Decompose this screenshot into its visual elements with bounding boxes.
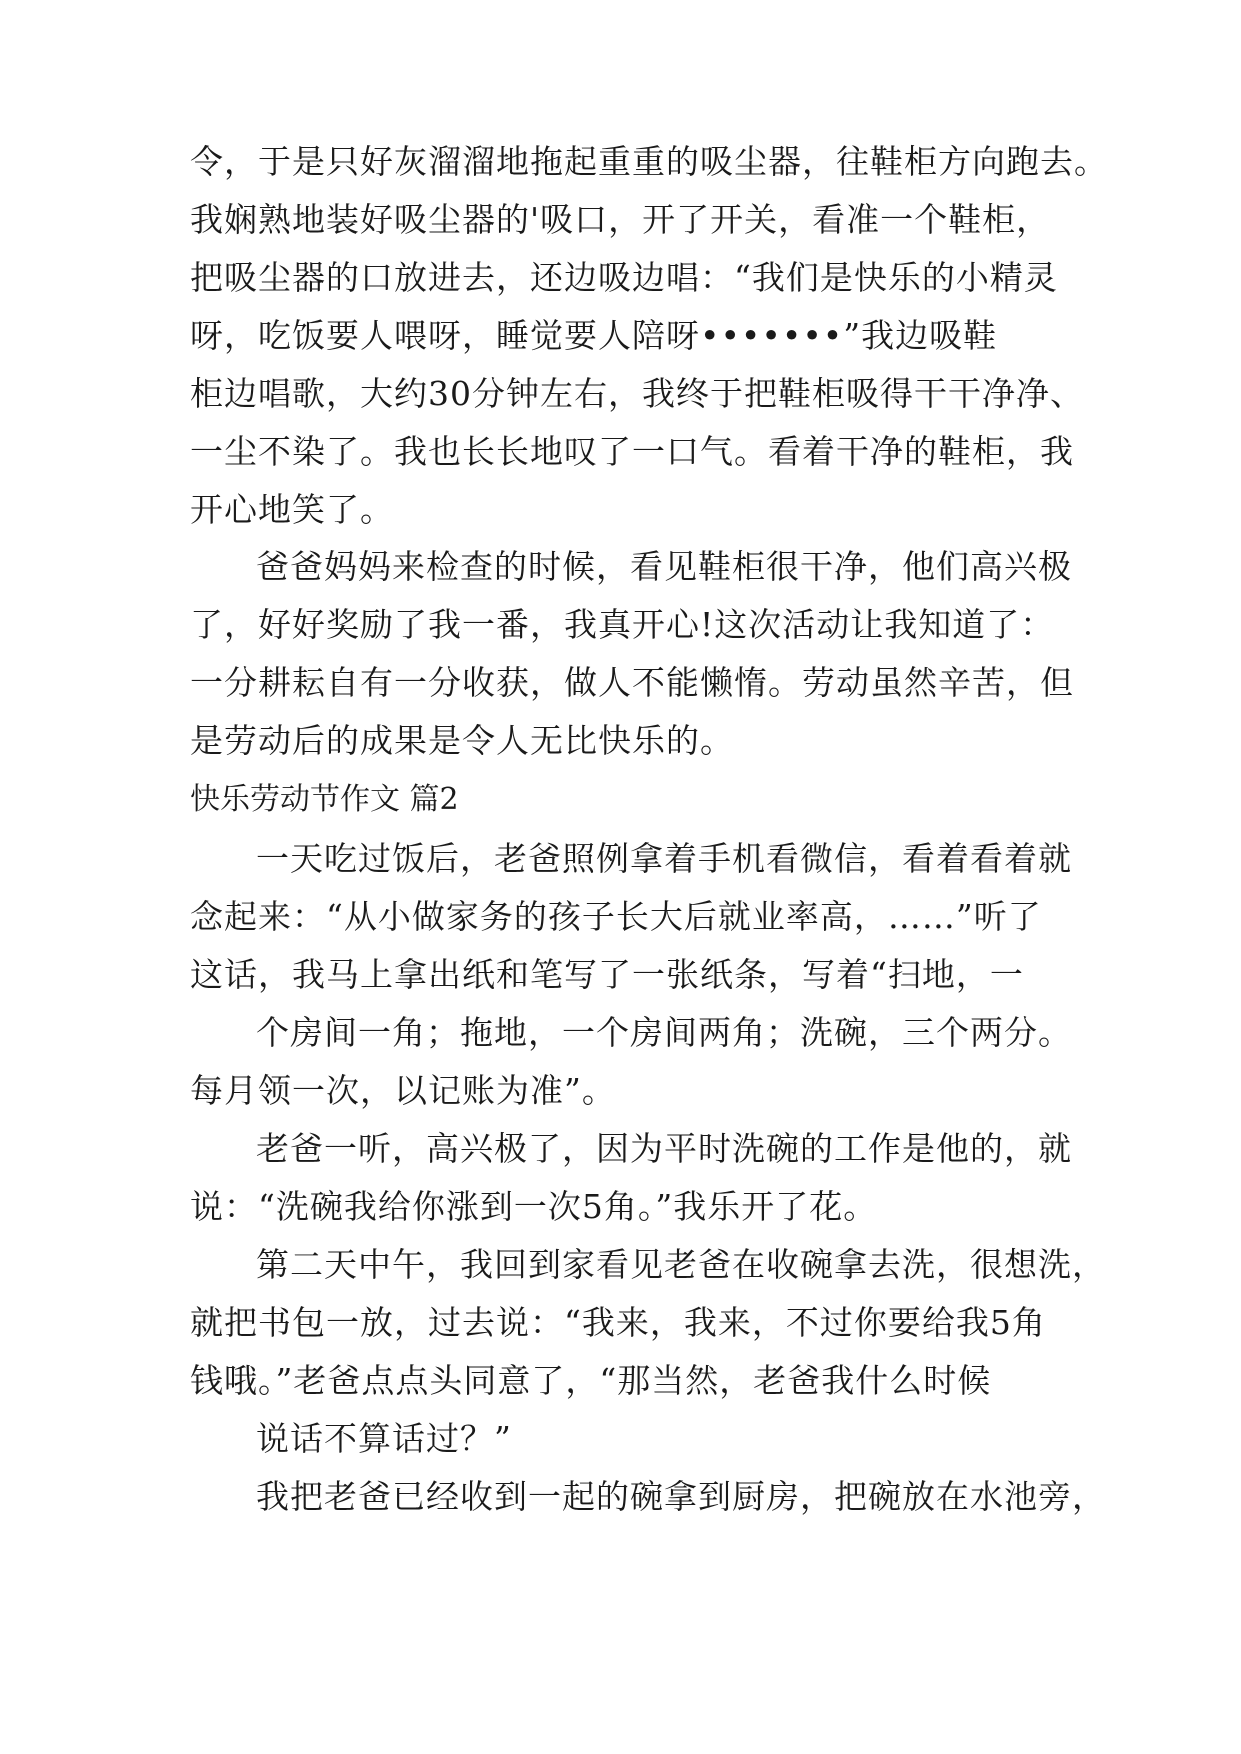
text-line: 我把老爸已经收到一起的碗拿到厨房，把碗放在水池旁，: [256, 1477, 1106, 1516]
text-line: 第二天中午，我回到家看见老爸在收碗拿去洗，很想洗，: [256, 1245, 1106, 1284]
text-line: 一天吃过饭后，老爸照例拿着手机看微信，看着看着就: [256, 839, 1072, 878]
text-line: 个房间一角；拖地，一个房间两角；洗碗，三个两分。: [256, 1013, 1072, 1052]
text-line: 我娴熟地装好吸尘器的'吸口，开了开关，看准一个鞋柜，: [190, 200, 1051, 239]
text-line: 每月领一次，以记账为准”。: [190, 1071, 616, 1110]
text-line: 说：“洗碗我给你涨到一次5角。”我乐开了花。: [190, 1187, 878, 1226]
text-line: 念起来：“从小做家务的孩子长大后就业率高，……”听了: [190, 897, 1042, 936]
text-line: 开心地笑了。: [190, 490, 394, 529]
text-line: 呀，吃饭要人喂呀，睡觉要人陪呀•••••••”我边吸鞋: [190, 316, 998, 355]
text-line: 令，于是只好灰溜溜地拖起重重的吸尘器，往鞋柜方向跑去。: [190, 142, 1108, 181]
text-line: 这话，我马上拿出纸和笔写了一张纸条，写着“扫地，一: [190, 955, 1024, 994]
text-line: 把吸尘器的口放进去，还边吸边唱：“我们是快乐的小精灵: [190, 258, 1058, 297]
text-line: 是劳动后的成果是令人无比快乐的。: [190, 721, 734, 760]
text-line: 爸爸妈妈来检查的时候，看见鞋柜很干净，他们高兴极: [256, 547, 1072, 586]
section-heading: 快乐劳动节作文 篇2: [190, 782, 459, 817]
text-line: 一分耕耘自有一分收获，做人不能懒惰。劳动虽然辛苦，但: [190, 663, 1074, 702]
text-line: 老爸一听，高兴极了，因为平时洗碗的工作是他的，就: [256, 1129, 1072, 1168]
text-line: 就把书包一放，过去说：“我来，我来，不过你要给我5角: [190, 1303, 1046, 1342]
text-line: 柜边唱歌，大约30分钟左右，我终于把鞋柜吸得干干净净、: [190, 374, 1084, 413]
text-line: 了，好好奖励了我一番，我真开心!这次活动让我知道了：: [190, 605, 1055, 644]
text-line: 钱哦。”老爸点点头同意了，“那当然，老爸我什么时候: [190, 1361, 992, 1400]
text-line: 说话不算话过？”: [256, 1419, 512, 1458]
text-line: 一尘不染了。我也长长地叹了一口气。看着干净的鞋柜，我: [190, 432, 1074, 471]
